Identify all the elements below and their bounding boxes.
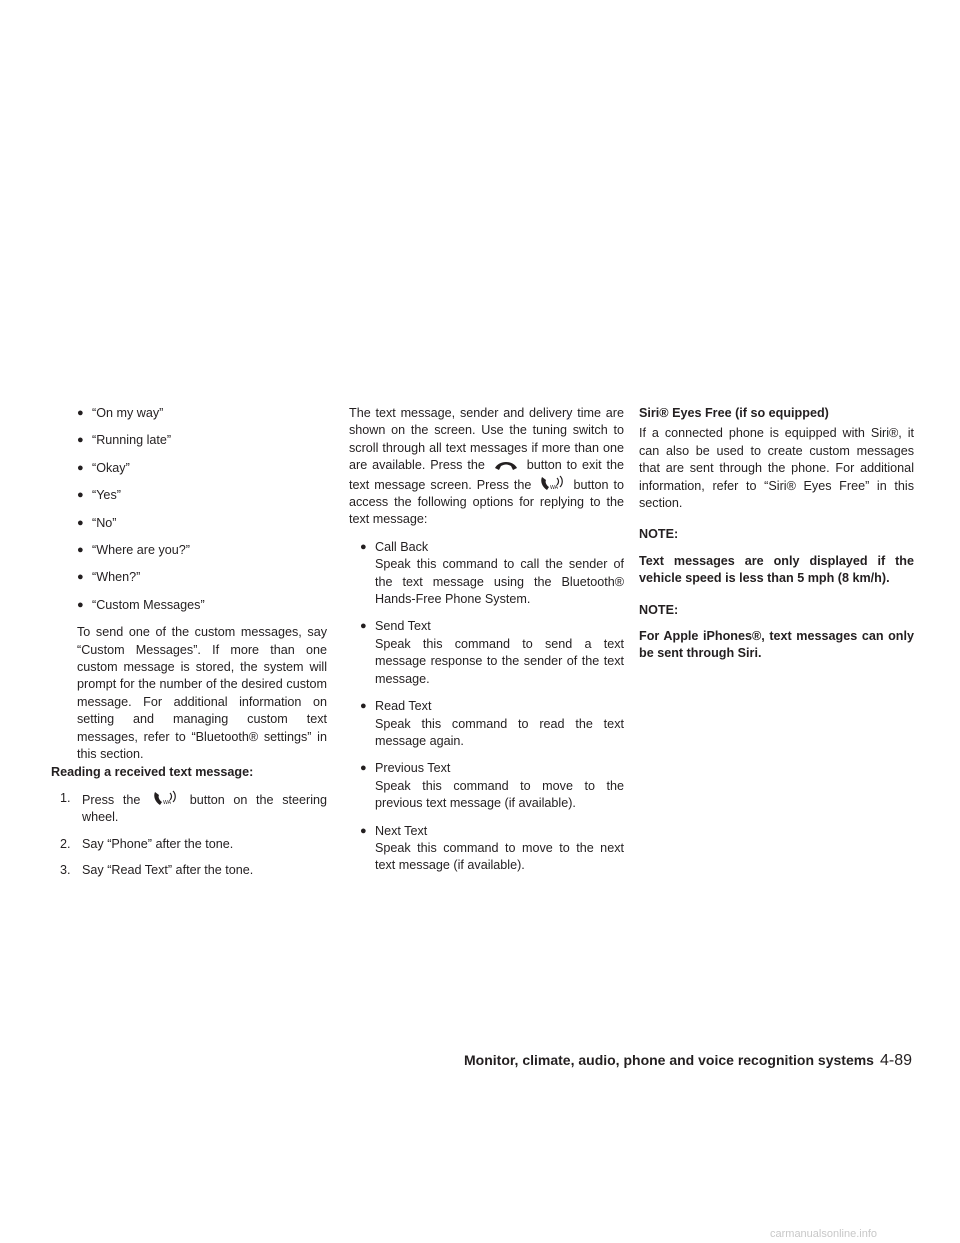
option-item: ● Read Text Speak this command to read the text message again. xyxy=(349,698,624,750)
intro-paragraph: The text message, sender and delivery time are shown on the screen. Use the tuning switch to scroll through all text messages if more than one are available. Press the button to exit the text message screen. Press the WA button to access the following options for replying to the text message: xyxy=(349,406,625,527)
option-item: ● Send Text Speak this command to send a text message response to the sender of the text message. xyxy=(349,618,624,688)
talk-button-icon xyxy=(152,790,178,808)
list-item: ● “When?” xyxy=(51,569,327,586)
talk-button-icon xyxy=(539,475,565,493)
page-number: 4-89 xyxy=(879,1052,912,1069)
siri-paragraph: If a connected phone is equipped with Siri®, it can also be used to create custom messages that are sent through the phone. For additional information, refer to “Siri® Eyes Free” in this section. xyxy=(639,426,914,511)
list-item: ● “On my way” xyxy=(51,405,327,422)
column-right xyxy=(639,405,914,663)
watermark: carmanualsonline.info xyxy=(770,1228,878,1240)
svg-text:WA: WA xyxy=(550,484,559,491)
section-heading: Reading a received text message: xyxy=(51,764,254,779)
svg-text:WA: WA xyxy=(163,799,172,806)
note-label: NOTE: xyxy=(639,527,679,542)
list-item: ● “Custom Messages” xyxy=(51,597,327,614)
note-text: For Apple iPhones®, text messages can only be sent through Siri. xyxy=(639,629,914,661)
step-item: 1. Press the WA button on the steering wheel. xyxy=(60,790,328,825)
column-middle xyxy=(349,405,624,885)
column-left xyxy=(51,405,327,889)
list-item: ● “Okay” xyxy=(51,460,327,477)
custom-messages-paragraph: To send one of the custom messages, say “Custom Messages”. If more than one custom message is stored, the system will prompt for the number of the desired custom message. For additional information on setting and managing custom text messages, refer to “Bluetooth® settings” in this section. xyxy=(77,625,327,762)
footer-section-title: Monitor, climate, audio, phone and voice recognition systems xyxy=(464,1052,874,1068)
page-footer xyxy=(452,1052,912,1069)
option-item: ● Call Back Speak this command to call the sender of the text message using the Bluetooth® Hands-Free Phone System. xyxy=(349,539,624,609)
section-heading: Siri® Eyes Free (if so equipped) xyxy=(639,406,829,420)
step-item: 3. Say “Read Text” after the tone. xyxy=(60,863,254,878)
phone-hang-up-icon xyxy=(493,459,519,473)
note-label: NOTE: xyxy=(639,602,679,617)
list-item: ● “Running late” xyxy=(51,432,327,449)
note-text: Text messages are only displayed if the vehicle speed is less than 5 mph (8 km/h). xyxy=(639,553,914,586)
list-item: ● “Where are you?” xyxy=(51,542,327,559)
step-item: 2. Say “Phone” after the tone. xyxy=(60,836,234,851)
option-item: ● Previous Text Speak this command to move to the previous text message (if available). xyxy=(349,760,624,812)
list-item: ● “Yes” xyxy=(51,487,327,504)
list-item: ● “No” xyxy=(51,515,327,532)
option-item: ● Next Text Speak this command to move to the next text message (if available). xyxy=(349,823,624,875)
